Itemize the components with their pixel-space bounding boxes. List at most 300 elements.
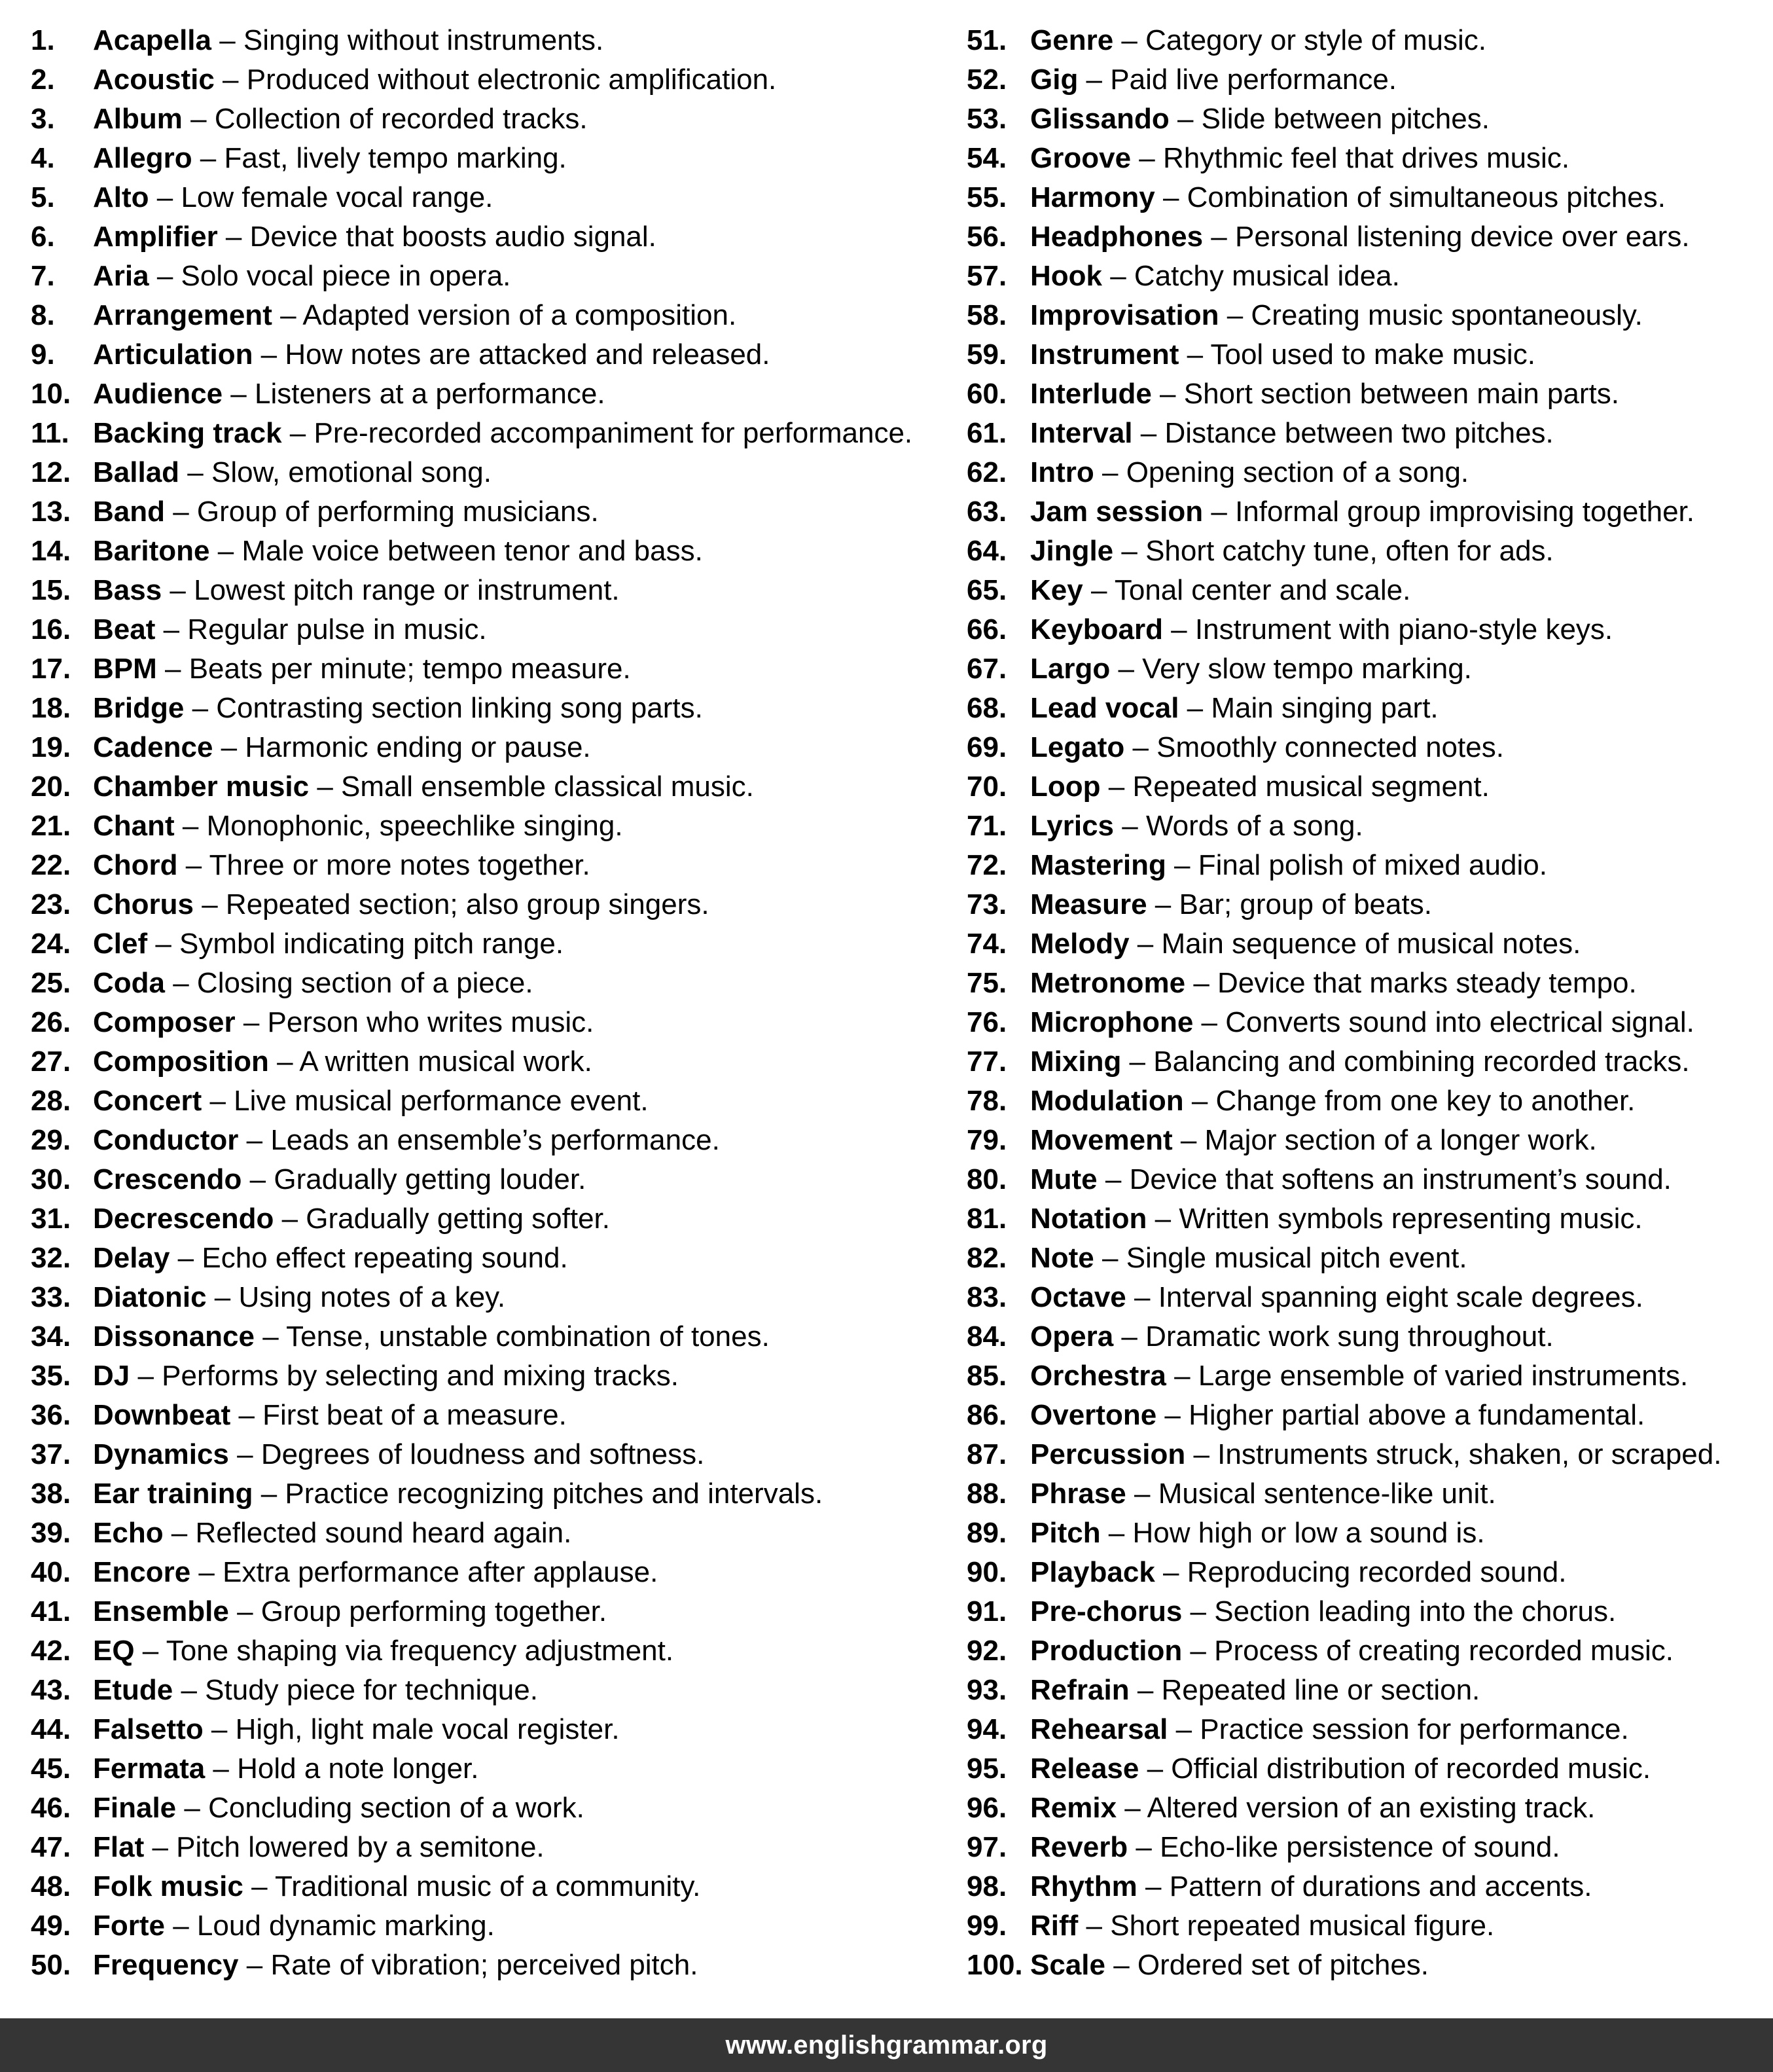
item-number: 10. (31, 378, 71, 410)
item-number: 78. (967, 1085, 1007, 1117)
item-term: Production (1030, 1635, 1183, 1667)
item-entry (93, 571, 620, 610)
item-separator: – (203, 1713, 236, 1745)
item-definition: Echo-like persistence of sound. (1160, 1831, 1560, 1863)
item-separator: – (1083, 574, 1115, 606)
item-number: 47. (31, 1831, 71, 1863)
item-separator: – (272, 299, 303, 331)
item-separator: – (242, 1163, 274, 1195)
item-entry (1030, 1906, 1494, 1946)
footer-website-link[interactable]: www.englishgrammar.org (725, 2030, 1048, 2060)
item-entry (1030, 1474, 1496, 1514)
item-number: 96. (967, 1792, 1007, 1824)
item-number: 91. (967, 1595, 1007, 1627)
item-separator: – (274, 1203, 306, 1235)
item-number: 39. (31, 1517, 71, 1549)
item-term: Chord (93, 849, 178, 881)
item-term: Improvisation (1030, 299, 1219, 331)
item-separator: – (230, 1399, 263, 1431)
item-term: Aria (93, 260, 149, 292)
item-term: Downbeat (93, 1399, 231, 1431)
item-definition: Main sequence of musical notes. (1161, 928, 1581, 960)
item-separator: – (179, 456, 211, 488)
item-number: 43. (31, 1674, 71, 1706)
item-definition: Words of a song. (1145, 810, 1363, 842)
item-number: 58. (967, 299, 1007, 331)
item-number: 15. (31, 574, 71, 606)
item-number: 37. (31, 1438, 71, 1470)
item-separator: – (206, 1281, 239, 1313)
item-term: Frequency (93, 1949, 239, 1981)
item-entry (93, 453, 492, 492)
item-separator: – (1219, 299, 1251, 331)
item-separator: – (144, 1831, 177, 1863)
item-term: Composition (93, 1045, 269, 1078)
item-term: Microphone (1030, 1006, 1194, 1038)
item-separator: – (1102, 260, 1134, 292)
item-number: 82. (967, 1242, 1007, 1274)
item-entry (1030, 453, 1469, 492)
item-term: Clef (93, 928, 148, 960)
item-number: 85. (967, 1360, 1007, 1392)
item-entry (1030, 1631, 1674, 1671)
item-number: 17. (31, 653, 71, 685)
item-definition: Concluding section of a work. (208, 1792, 584, 1824)
item-definition: Contrasting section linking song parts. (216, 692, 703, 724)
item-definition: Fast, lively tempo marking. (224, 142, 567, 174)
item-definition: Pre-recorded accompaniment for performance. (313, 417, 913, 449)
item-term: Articulation (93, 338, 253, 371)
item-term: Intro (1030, 456, 1094, 488)
item-number: 6. (31, 221, 55, 253)
item-term: Metronome (1030, 967, 1186, 999)
item-number: 68. (967, 692, 1007, 724)
item-separator: – (1193, 1006, 1226, 1038)
item-term: Pitch (1030, 1517, 1101, 1549)
item-number: 81. (967, 1203, 1007, 1235)
item-number: 27. (31, 1045, 71, 1078)
item-entry (93, 610, 487, 649)
item-definition: Monophonic, speechlike singing. (206, 810, 623, 842)
item-separator: – (223, 378, 255, 410)
item-separator: – (1169, 103, 1202, 135)
item-term: Encore (93, 1556, 191, 1588)
item-term: Echo (93, 1517, 164, 1549)
item-entry (1030, 217, 1690, 257)
item-entry (1030, 1199, 1643, 1239)
item-number: 74. (967, 928, 1007, 960)
item-term: Ear training (93, 1478, 253, 1510)
item-number: 24. (31, 928, 71, 960)
item-entry (1030, 1435, 1721, 1474)
item-separator: – (156, 653, 189, 685)
item-term: Coda (93, 967, 165, 999)
item-entry (1030, 964, 1637, 1003)
item-term: Flat (93, 1831, 145, 1863)
item-entry (1030, 1749, 1651, 1789)
item-entry (93, 60, 776, 100)
item-number: 93. (967, 1674, 1007, 1706)
item-entry (1030, 728, 1504, 767)
item-separator: – (1162, 613, 1195, 645)
item-definition: Closing section of a piece. (196, 967, 533, 999)
item-separator: – (253, 338, 285, 371)
item-entry (1030, 139, 1569, 178)
item-definition: Hold a note longer. (237, 1753, 479, 1785)
item-separator: – (1132, 417, 1165, 449)
item-entry (93, 217, 656, 257)
item-number: 46. (31, 1792, 71, 1824)
item-number: 30. (31, 1163, 71, 1195)
item-number: 55. (967, 181, 1007, 213)
item-term: Groove (1030, 142, 1132, 174)
item-term: Gig (1030, 64, 1079, 96)
item-separator: – (184, 692, 217, 724)
item-term: DJ (93, 1360, 130, 1392)
item-definition: Using notes of a key. (238, 1281, 506, 1313)
item-definition: Tool used to make music. (1210, 338, 1535, 371)
item-number: 3. (31, 103, 55, 135)
item-term: Phrase (1030, 1478, 1126, 1510)
item-definition: Low female vocal range. (181, 181, 493, 213)
item-number: 40. (31, 1556, 71, 1588)
item-separator: – (1129, 928, 1162, 960)
item-entry (1030, 846, 1547, 885)
item-number: 41. (31, 1595, 71, 1627)
site-footer-bar (0, 2018, 1773, 2072)
item-term: Hook (1030, 260, 1102, 292)
item-entry (1030, 1356, 1688, 1396)
item-number: 48. (31, 1870, 71, 1902)
item-number: 57. (967, 260, 1007, 292)
item-entry (1030, 1160, 1672, 1199)
item-number: 60. (967, 378, 1007, 410)
item-entry (1030, 689, 1439, 728)
item-term: Fermata (93, 1753, 206, 1785)
item-separator: – (209, 535, 242, 567)
item-definition: Major section of a longer work. (1204, 1124, 1597, 1156)
item-separator: – (1147, 1203, 1179, 1235)
item-number: 64. (967, 535, 1007, 567)
item-definition: Repeated line or section. (1161, 1674, 1480, 1706)
item-number: 19. (31, 731, 71, 763)
item-entry (93, 1749, 479, 1789)
item-separator: – (147, 928, 180, 960)
item-term: Acoustic (93, 64, 215, 96)
item-term: Baritone (93, 535, 210, 567)
item-number: 76. (967, 1006, 1007, 1038)
item-separator: – (1113, 535, 1146, 567)
item-term: Movement (1030, 1124, 1173, 1156)
item-definition: Musical sentence-like unit. (1158, 1478, 1496, 1510)
item-number: 75. (967, 967, 1007, 999)
item-term: Reverb (1030, 1831, 1128, 1863)
item-number: 5. (31, 181, 55, 213)
item-entry (1030, 1867, 1592, 1906)
item-number: 31. (31, 1203, 71, 1235)
item-separator: – (1168, 1713, 1200, 1745)
item-definition: Tone shaping via frequency adjustment. (166, 1635, 674, 1667)
item-term: Modulation (1030, 1085, 1184, 1117)
item-definition: Gradually getting softer. (306, 1203, 610, 1235)
item-entry (93, 1789, 584, 1828)
item-entry (93, 1553, 658, 1592)
item-separator: – (211, 24, 243, 56)
item-separator: – (213, 731, 245, 763)
item-term: Lyrics (1030, 810, 1115, 842)
item-number: 97. (967, 1831, 1007, 1863)
item-definition: Gradually getting louder. (274, 1163, 586, 1195)
item-definition: Degrees of loudness and softness. (260, 1438, 705, 1470)
item-entry (93, 1867, 700, 1906)
item-number: 49. (31, 1910, 71, 1942)
item-separator: – (1137, 1870, 1170, 1902)
item-entry (93, 1631, 673, 1671)
item-term: Mute (1030, 1163, 1098, 1195)
item-separator: – (149, 181, 181, 213)
item-definition: Combination of simultaneous pitches. (1187, 181, 1666, 213)
item-definition: Device that boosts audio signal. (249, 221, 656, 253)
item-entry (1030, 1592, 1616, 1631)
item-separator: – (1156, 1399, 1189, 1431)
item-term: Dissonance (93, 1320, 255, 1353)
item-definition: Extra performance after applause. (223, 1556, 658, 1588)
item-term: Decrescendo (93, 1203, 274, 1235)
item-entry (1030, 1514, 1485, 1553)
item-entry (1030, 1789, 1595, 1828)
item-term: Crescendo (93, 1163, 242, 1195)
item-term: Octave (1030, 1281, 1126, 1313)
item-entry (93, 689, 703, 728)
item-entry (93, 1592, 607, 1631)
item-definition: Final polish of mixed audio. (1198, 849, 1547, 881)
item-term: BPM (93, 653, 157, 685)
item-term: Acapella (93, 24, 211, 56)
item-definition: Short catchy tune, often for ads. (1145, 535, 1554, 567)
item-entry (93, 728, 591, 767)
item-entry (93, 885, 709, 924)
item-entry (93, 1514, 571, 1553)
item-definition: Large ensemble of varied instruments. (1198, 1360, 1689, 1392)
item-entry (1030, 1003, 1694, 1042)
item-separator: – (238, 1124, 271, 1156)
item-entry (93, 1710, 620, 1749)
item-definition: Collection of recorded tracks. (214, 103, 588, 135)
item-number: 26. (31, 1006, 71, 1038)
item-definition: How notes are attacked and released. (285, 338, 770, 371)
item-definition: Rhythmic feel that drives music. (1162, 142, 1570, 174)
item-separator: – (1166, 849, 1198, 881)
item-definition: Loud dynamic marking. (196, 1910, 495, 1942)
item-number: 29. (31, 1124, 71, 1156)
item-definition: Altered version of an existing track. (1147, 1792, 1596, 1824)
item-definition: Device that softens an instrument’s sound. (1129, 1163, 1672, 1195)
item-separator: – (155, 613, 188, 645)
item-entry (93, 846, 590, 885)
item-definition: Change from one key to another. (1215, 1085, 1636, 1117)
item-number: 67. (967, 653, 1007, 685)
item-definition: Rate of vibration; perceived pitch. (270, 1949, 698, 1981)
item-number: 56. (967, 221, 1007, 253)
item-number: 69. (967, 731, 1007, 763)
item-definition: Single musical pitch event. (1126, 1242, 1467, 1274)
item-definition: Opening section of a song. (1126, 456, 1469, 488)
item-entry (93, 1121, 720, 1160)
item-definition: Male voice between tenor and bass. (242, 535, 703, 567)
item-entry (1030, 257, 1400, 296)
item-separator: – (1155, 181, 1187, 213)
item-separator: – (1094, 1242, 1126, 1274)
item-definition: Pitch lowered by a semitone. (176, 1831, 545, 1863)
item-definition: Symbol indicating pitch range. (179, 928, 564, 960)
item-separator: – (192, 142, 224, 174)
item-separator: – (217, 221, 250, 253)
item-definition: Slow, emotional song. (211, 456, 492, 488)
item-term: Falsetto (93, 1713, 204, 1745)
item-definition: Balancing and combining recorded tracks. (1153, 1045, 1690, 1078)
item-separator: – (254, 1320, 287, 1353)
item-term: Instrument (1030, 338, 1179, 371)
item-term: Composer (93, 1006, 236, 1038)
item-entry (93, 807, 623, 846)
item-term: Interlude (1030, 378, 1152, 410)
item-term: Finale (93, 1792, 177, 1824)
item-entry (93, 21, 603, 60)
item-term: Harmony (1030, 181, 1155, 213)
item-entry (1030, 21, 1486, 60)
item-term: Jingle (1030, 535, 1114, 567)
item-separator: – (149, 260, 181, 292)
item-number: 62. (967, 456, 1007, 488)
item-separator: – (1110, 653, 1143, 685)
item-number: 73. (967, 888, 1007, 920)
item-definition: Person who writes music. (267, 1006, 594, 1038)
item-number: 88. (967, 1478, 1007, 1510)
item-term: Genre (1030, 24, 1114, 56)
item-separator: – (1117, 1792, 1147, 1824)
item-separator: – (228, 1438, 261, 1470)
item-separator: – (235, 1006, 268, 1038)
item-entry (93, 1396, 567, 1435)
item-entry (93, 492, 599, 532)
item-term: Legato (1030, 731, 1125, 763)
item-entry (1030, 1671, 1480, 1710)
item-entry (1030, 1946, 1429, 1985)
item-separator: – (205, 1753, 238, 1785)
item-term: Conductor (93, 1124, 239, 1156)
item-term: Loop (1030, 771, 1101, 803)
item-number: 34. (31, 1320, 71, 1353)
item-separator: – (1166, 1360, 1198, 1392)
item-entry (1030, 1828, 1560, 1867)
item-term: Forte (93, 1910, 165, 1942)
item-separator: – (194, 888, 226, 920)
item-definition: First beat of a measure. (262, 1399, 567, 1431)
item-definition: Instrument with piano-style keys. (1194, 613, 1613, 645)
item-term: EQ (93, 1635, 135, 1667)
item-separator: – (165, 496, 197, 528)
item-number: 13. (31, 496, 71, 528)
item-term: Folk music (93, 1870, 243, 1902)
item-entry (93, 532, 703, 571)
item-number: 70. (967, 771, 1007, 803)
item-entry (93, 1356, 679, 1396)
item-number: 18. (31, 692, 71, 724)
item-separator: – (162, 574, 194, 606)
item-term: Measure (1030, 888, 1147, 920)
item-separator: – (1182, 1635, 1215, 1667)
item-separator: – (1124, 731, 1157, 763)
item-term: Arrangement (93, 299, 272, 331)
item-separator: – (130, 1360, 162, 1392)
item-separator: – (309, 771, 342, 803)
item-entry (93, 1081, 649, 1121)
item-definition: Beats per minute; tempo measure. (188, 653, 631, 685)
item-entry (1030, 649, 1472, 689)
item-term: Largo (1030, 653, 1111, 685)
item-term: Chorus (93, 888, 194, 920)
item-definition: Three or more notes together. (209, 849, 590, 881)
item-separator: – (1121, 1045, 1154, 1078)
item-separator: – (1185, 967, 1218, 999)
item-entry (1030, 296, 1643, 335)
item-number: 61. (967, 417, 1007, 449)
item-separator: – (173, 1674, 206, 1706)
item-term: Remix (1030, 1792, 1117, 1824)
item-term: Audience (93, 378, 223, 410)
item-number: 4. (31, 142, 55, 174)
item-entry (93, 335, 770, 374)
item-entry (1030, 1278, 1643, 1317)
item-separator: – (134, 1635, 166, 1667)
item-term: Allegro (93, 142, 192, 174)
item-term: Percussion (1030, 1438, 1186, 1470)
item-definition: Group performing together. (260, 1595, 607, 1627)
item-entry (1030, 1042, 1690, 1081)
item-separator: – (1078, 64, 1111, 96)
item-number: 16. (31, 613, 71, 645)
item-term: Note (1030, 1242, 1094, 1274)
item-separator: – (1126, 1281, 1158, 1313)
item-entry (93, 1828, 545, 1867)
item-number: 84. (967, 1320, 1007, 1353)
item-term: Alto (93, 181, 149, 213)
item-separator: – (1147, 888, 1179, 920)
item-number: 98. (967, 1870, 1007, 1902)
item-separator: – (1129, 1674, 1162, 1706)
item-definition: Official distribution of recorded music. (1171, 1753, 1651, 1785)
item-number: 71. (967, 810, 1007, 842)
item-term: Delay (93, 1242, 170, 1274)
item-separator: – (1128, 1831, 1160, 1863)
item-term: Beat (93, 613, 156, 645)
item-entry (93, 767, 754, 807)
item-term: Refrain (1030, 1674, 1130, 1706)
item-entry (93, 1160, 586, 1199)
item-separator: – (1100, 771, 1133, 803)
item-entry (1030, 414, 1554, 453)
item-definition: Lowest pitch range or instrument. (194, 574, 620, 606)
item-definition: Reflected sound heard again. (195, 1517, 572, 1549)
item-number: 28. (31, 1085, 71, 1117)
item-number: 95. (967, 1753, 1007, 1785)
item-entry (1030, 178, 1666, 217)
item-separator: – (1179, 338, 1211, 371)
item-number: 12. (31, 456, 71, 488)
item-term: Bridge (93, 692, 185, 724)
item-entry (1030, 571, 1410, 610)
item-separator: – (182, 103, 215, 135)
